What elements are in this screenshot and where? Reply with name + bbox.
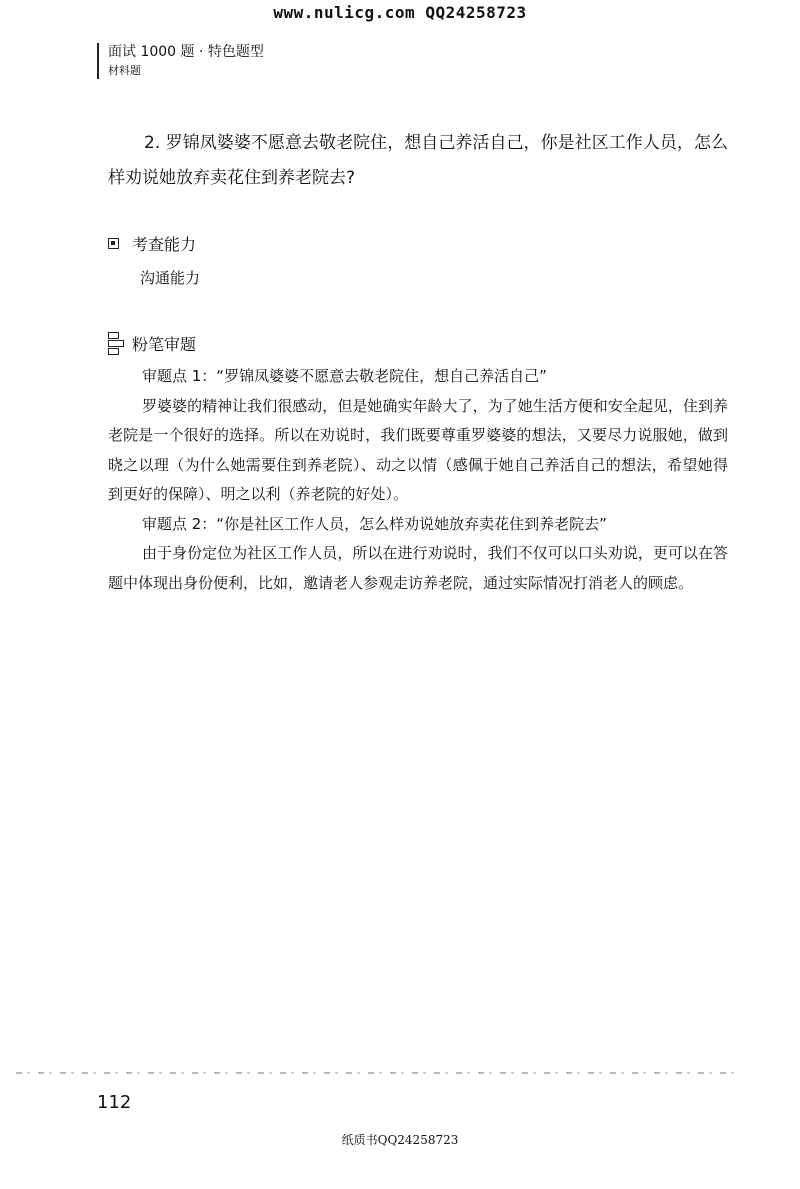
question-text: 2. 罗锦凤婆婆不愿意去敬老院住，想自己养活自己，你是社区工作人员，怎么样劝说她放弃卖花住到养老院去? <box>108 133 728 188</box>
chapter-label: 材料题 <box>108 64 141 77</box>
scan-artifact-line <box>16 1072 736 1074</box>
page-number: 112 <box>97 1092 132 1113</box>
section-title-ability <box>108 232 196 255</box>
book-title: 面试 1000 题 · 特色题型 <box>108 44 264 60</box>
top-watermark: www.nulicg.com QQ24258723 <box>273 3 527 22</box>
bottom-watermark: 纸质书QQ24258723 <box>341 1133 459 1147</box>
section-title-analysis <box>108 332 196 355</box>
stacked-pages-icon <box>108 332 132 355</box>
analysis-point-1-heading: 审题点 1：“罗锦凤婆婆不愿意去敬老院住，想自己养活自己” <box>142 367 547 385</box>
section-title-analysis-label: 粉笔审题 <box>132 335 197 354</box>
analysis-point-1-text: 罗婆婆的精神让我们很感动，但是她确实年龄大了，为了她生活方便和安全起见，住到养老院是一个很好的选择。所以在劝说时，我们既要尊重罗婆婆的想法，又要尽力说服她，做到晓之以理（为什么她需要住到养老院）、动之以情（感佩于她自己养活自己的想法，希望她得到更好的保障）、明之以利（养老院的好处）。 <box>108 396 728 503</box>
analysis-point-2-text: 由于身份定位为社区工作人员，所以在进行劝说时，我们不仅可以口头劝说，更可以在答题中体现出身份便利，比如，邀请老人参观走访养老院，通过实际情况打消老人的顾虑。 <box>108 544 728 592</box>
analysis-body <box>108 362 728 598</box>
ability-content: 沟通能力 <box>140 269 201 287</box>
section-title-ability-label: 考查能力 <box>132 235 197 254</box>
running-header <box>97 43 264 79</box>
analysis-point-2-heading: 审题点 2：“你是社区工作人员，怎么样劝说她放弃卖花住到养老院去” <box>142 514 607 533</box>
checkbox-square-icon <box>108 238 132 249</box>
